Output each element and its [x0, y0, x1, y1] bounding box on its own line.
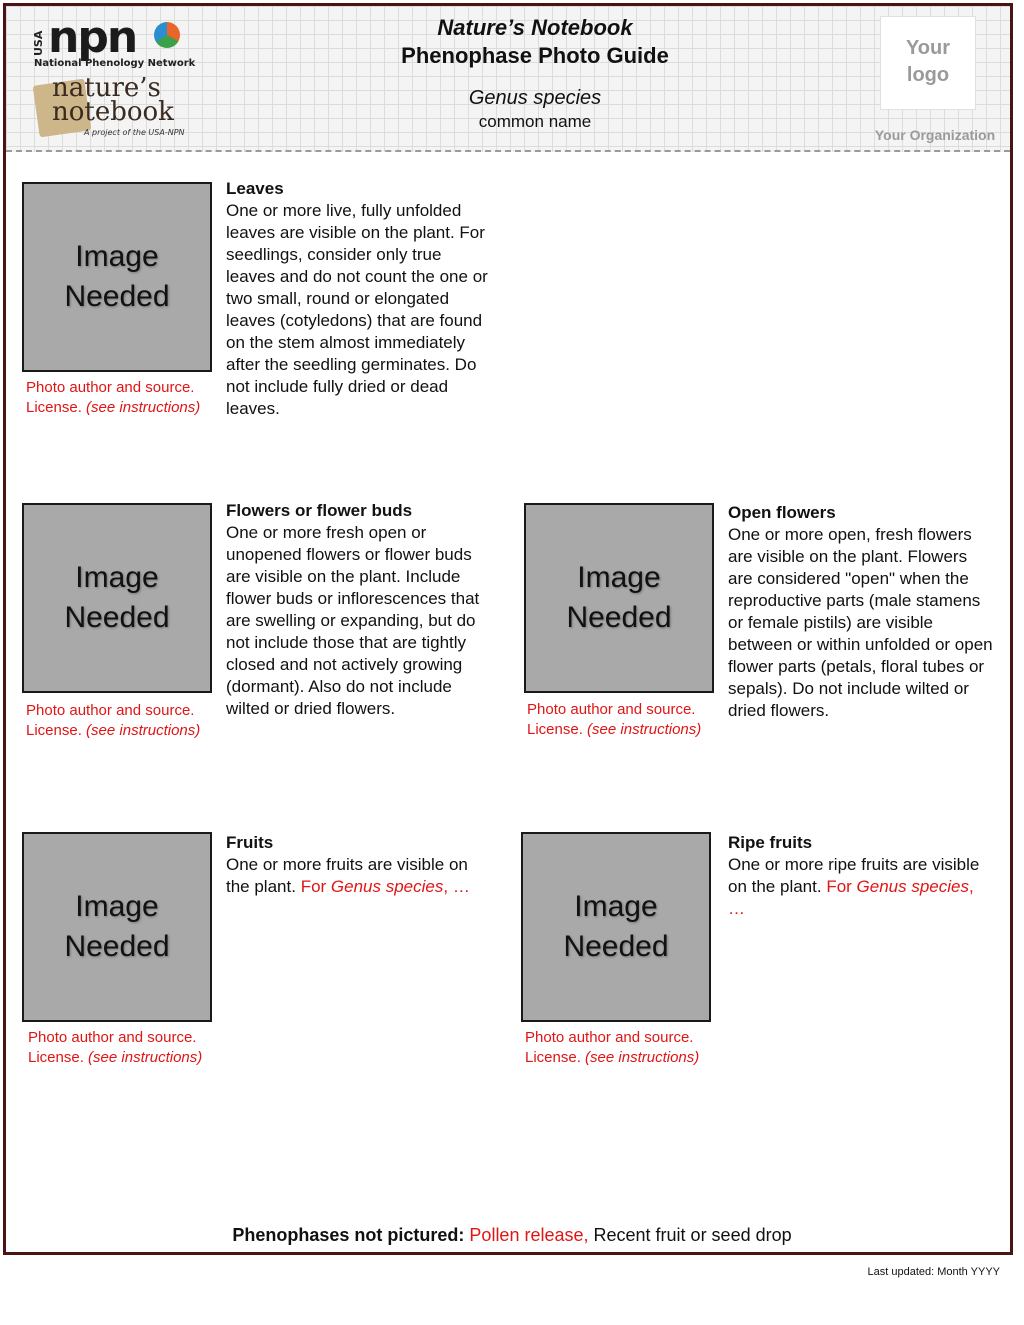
placeholder-line1: Image [75, 561, 159, 594]
image-placeholder-flowers [22, 503, 212, 693]
phenophase-definition: One or more open, fresh flowers are visible on the plant. Flowers are considered "open" when the reproductive parts (male stamens or female pistils) are visible between or within unfolded or open flower parts (petals, floral tubes or sepals). Do not include wilted or dried flowers. [728, 525, 993, 720]
npn-logo-word: npn [48, 12, 137, 63]
phenophase-flowers [226, 500, 488, 720]
credit-line1: Photo author and source. [525, 1029, 694, 1046]
nn-logo-line1: nature’s [52, 73, 161, 103]
credit-line2 [525, 1048, 699, 1068]
placeholder-line1: Image [75, 240, 159, 273]
phenophase-title: Fruits [226, 833, 274, 852]
genus-species: Genus species [468, 87, 602, 109]
nn-logo-tagline: A project of the USA-NPN [84, 128, 185, 137]
species-note [301, 877, 470, 896]
natures-notebook-wordmark [52, 73, 174, 127]
credit-instructions: (see instructions) [88, 1049, 203, 1066]
npn-logo [32, 12, 202, 74]
credit-line2 [527, 720, 701, 740]
phenophase-definition: One or more fruits are visible on the plant. [226, 855, 468, 896]
credit-line2 [26, 398, 200, 418]
credit-license: License. [26, 722, 82, 739]
photo-credit-open-flowers [527, 700, 701, 740]
placeholder-line2: Needed [566, 601, 672, 634]
placeholder-line2: Needed [64, 280, 170, 313]
placeholder-line1: Image [577, 561, 661, 594]
header-divider [6, 150, 1010, 152]
guide-subtitle: Phenophase Photo Guide [401, 43, 669, 68]
common-name: common name [478, 112, 592, 131]
nn-logo-line2: notebook [52, 97, 174, 127]
credit-license: License. [525, 1049, 581, 1066]
credit-instructions: (see instructions) [86, 399, 201, 416]
credit-line2 [28, 1048, 202, 1068]
npn-logo-usa: USA [32, 30, 45, 56]
not-pictured-pollen: Pollen release, [469, 1225, 589, 1245]
credit-line1: Photo author and source. [26, 379, 195, 396]
placeholder-line2: Needed [563, 930, 669, 963]
credit-instructions: (see instructions) [86, 722, 201, 739]
logo-line2: logo [906, 64, 950, 86]
image-placeholder-open-flowers [524, 503, 714, 693]
npn-leaf-icon [154, 22, 180, 48]
photo-credit-ripe-fruits [525, 1028, 699, 1068]
image-placeholder-leaves [22, 182, 212, 372]
phenophase-definition: One or more fresh open or unopened flowers or flower buds are visible on the plant. Include flower buds or inflorescences that are swelling or expanding, but do not include those that are tightly closed and not actively growing (dormant). Also do not include wilted or dried flowers. [226, 523, 480, 718]
not-pictured-label: Phenophases not pictured: [232, 1225, 465, 1245]
credit-line1: Photo author and source. [26, 702, 195, 719]
species-note-species: Genus species [856, 877, 969, 896]
phenophases-not-pictured [0, 1225, 1024, 1246]
species-note-prefix: For [300, 877, 331, 896]
phenophase-title: Flowers or flower buds [226, 501, 413, 520]
credit-instructions: (see instructions) [587, 721, 702, 738]
credit-line1: Photo author and source. [527, 701, 696, 718]
credit-instructions: (see instructions) [585, 1049, 700, 1066]
your-logo-placeholder [880, 16, 976, 110]
placeholder-line1: Image [75, 890, 159, 923]
not-pictured-fruit-drop: Recent fruit or seed drop [593, 1225, 792, 1245]
credit-license: License. [28, 1049, 84, 1066]
photo-credit-fruits [28, 1028, 202, 1068]
phenophase-title: Open flowers [728, 503, 836, 522]
phenophase-fruits [226, 832, 488, 898]
logo-line1: Your [905, 37, 951, 59]
placeholder-line2: Needed [64, 930, 170, 963]
photo-credit-leaves [26, 378, 200, 418]
title-block [335, 14, 735, 134]
credit-line2 [26, 721, 200, 741]
phenophase-title: Leaves [226, 179, 284, 198]
species-note-species: Genus species [330, 877, 444, 896]
image-placeholder-ripe-fruits [521, 832, 711, 1022]
npn-logo-subtitle: National Phenology Network [34, 58, 196, 69]
placeholder-line1: Image [574, 890, 658, 923]
phenophase-title: Ripe fruits [728, 833, 813, 852]
phenophase-definition: One or more ripe fruits are visible on the plant. [728, 855, 980, 896]
guide-title: Nature’s Notebook [437, 15, 633, 40]
phenophase-ripe-fruits [728, 832, 990, 920]
placeholder-line2: Needed [64, 601, 170, 634]
image-placeholder-fruits [22, 832, 212, 1022]
photo-credit-flowers [26, 701, 200, 741]
phenophase-open-flowers [728, 502, 993, 722]
credit-license: License. [26, 399, 82, 416]
natures-notebook-logo [32, 73, 202, 142]
phenophase-definition: One or more live, fully unfolded leaves are visible on the plant. For seedlings, consider only true leaves and do not count the one or two small, round or elongated leaves (cotyledons) that are found on the stem almost immediately after the seedling germinates. Do not include fully dried or dead leaves. [226, 201, 488, 418]
organization-name: Your Organization [874, 127, 996, 143]
last-updated: Last updated: Month YYYY [867, 1266, 1000, 1278]
species-note-prefix: For [826, 877, 857, 896]
credit-license: License. [527, 721, 583, 738]
species-note-suffix: , … [443, 877, 470, 896]
credit-line1: Photo author and source. [28, 1029, 197, 1046]
species-note-suffix: , … [728, 877, 974, 918]
phenophase-leaves [226, 178, 488, 420]
